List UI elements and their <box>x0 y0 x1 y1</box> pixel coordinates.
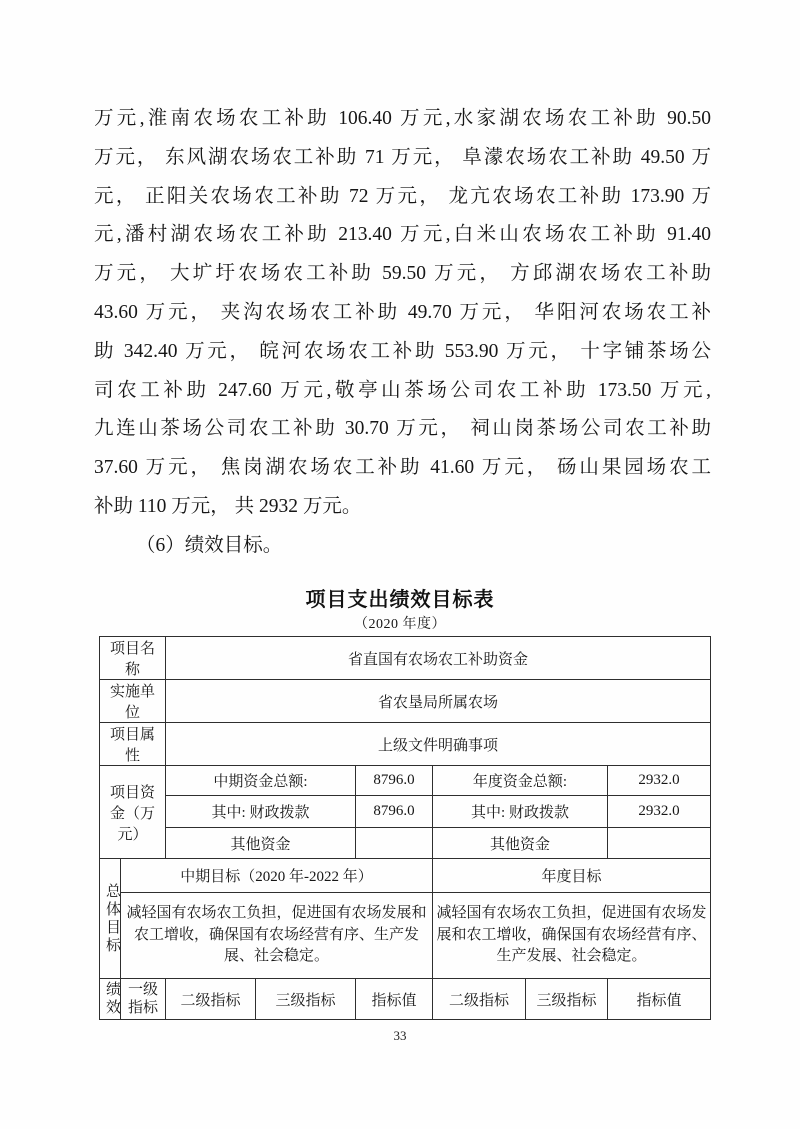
level2-indicator-header-mid: 二级指标 <box>166 979 256 1020</box>
mid-other-value <box>356 828 433 859</box>
paragraph-line: 43.60 万元， 夹沟农场农工补助 49.70 万元， 华阳河农场农工补 <box>94 301 711 323</box>
year-total-value: 2932.0 <box>608 766 711 796</box>
performance-label <box>100 979 121 1020</box>
level1-indicator-header: 一级指标 <box>121 979 166 1020</box>
paragraph-line: 37.60 万元， 焦岗湖农场农工补助 41.60 万元， 砀山果园场农工 <box>94 457 711 479</box>
level3-indicator-header-mid: 三级指标 <box>256 979 356 1020</box>
table-row <box>100 859 711 893</box>
table-subtitle: （2020 年度） <box>354 617 446 632</box>
mid-fiscal-value: 8796.0 <box>356 796 433 828</box>
year-other-label: 其他资金 <box>433 828 608 859</box>
mid-fiscal-label: 其中: 财政拨款 <box>166 796 356 828</box>
project-attr-value: 上级文件明确事项 <box>166 723 711 766</box>
year-total-label: 年度资金总额: <box>433 766 608 796</box>
performance-target-table <box>99 636 711 1020</box>
overall-goal-label-text: 总体目标 <box>104 882 120 955</box>
table-row <box>100 637 711 680</box>
paragraph-subsidy-amounts <box>94 100 711 566</box>
table-row <box>100 723 711 766</box>
paragraph-line: 元， 正阳关农场农工补助 72 万元， 龙亢农场农工补助 173.90 万 <box>94 185 711 207</box>
table-row <box>100 979 711 1020</box>
table-row <box>100 680 711 723</box>
mid-total-value: 8796.0 <box>356 766 433 796</box>
mid-goal-text: 减轻国有农场农工负担，促进国有农场发展和农工增收，确保国有农场经营有序、生产发展、社会稳定。 <box>121 893 433 979</box>
indicator-value-header-mid: 指标值 <box>356 979 433 1020</box>
paragraph-line: 补助 110 万元， 共 2932 万元。 <box>94 495 362 517</box>
mid-total-label: 中期资金总额: <box>166 766 356 796</box>
table-title: 项目支出绩效目标表 <box>305 589 495 611</box>
implement-unit-label: 实施单位 <box>100 680 166 723</box>
table-row <box>100 796 711 828</box>
paragraph-line: 万元， 东风湖农场农工补助 71 万元， 阜濛农场农工补助 49.50 万 <box>94 146 711 168</box>
year-other-value <box>608 828 711 859</box>
paragraph-line: 元,潘村湖农场农工补助 213.40 万元,白米山农场农工补助 91.40 <box>94 224 711 246</box>
year-fiscal-label: 其中: 财政拨款 <box>433 796 608 828</box>
paragraph-line: 万元,淮南农场农工补助 106.40 万元,水家湖农场农工补助 90.50 <box>94 108 711 129</box>
indicator-value-header-year: 指标值 <box>608 979 711 1020</box>
paragraph-line: 司农工补助 247.60 万元,敬亭山茶场公司农工补助 173.50 万元, <box>94 379 711 401</box>
section-heading: （6）绩效目标。 <box>136 534 283 556</box>
year-fiscal-value: 2932.0 <box>608 796 711 828</box>
paragraph-line: 助 342.40 万元， 皖河农场农工补助 553.90 万元， 十字铺茶场公 <box>94 340 711 362</box>
year-goal-text: 减轻国有农场农工负担，促进国有农场发展和农工增收，确保国有农场经营有序、生产发展、社会稳定。 <box>433 893 711 979</box>
table-row <box>100 766 711 796</box>
project-attr-label: 项目属性 <box>100 723 166 766</box>
implement-unit-value: 省农垦局所属农场 <box>166 680 711 723</box>
table-row <box>100 828 711 859</box>
project-name-value: 省直国有农场农工补助资金 <box>166 637 711 680</box>
year-goal-header: 年度目标 <box>433 859 711 893</box>
mid-other-label: 其他资金 <box>166 828 356 859</box>
performance-label-text: 绩效 <box>104 981 120 1017</box>
paragraph-line: 万元， 大圹圩农场农工补助 59.50 万元， 方邱湖农场农工补助 <box>94 263 711 285</box>
overall-goal-label <box>100 859 121 979</box>
funds-label: 项目资金（万元） <box>100 766 166 859</box>
page-number: 33 <box>393 1028 407 1043</box>
table-row <box>100 893 711 979</box>
paragraph-line: 九连山茶场公司农工补助 30.70 万元， 祠山岗茶场公司农工补助 <box>94 418 711 440</box>
level3-indicator-header-year: 三级指标 <box>526 979 608 1020</box>
level2-indicator-header-year: 二级指标 <box>433 979 526 1020</box>
project-name-label: 项目名称 <box>100 637 166 680</box>
mid-goal-header: 中期目标（2020 年-2022 年） <box>121 859 433 893</box>
